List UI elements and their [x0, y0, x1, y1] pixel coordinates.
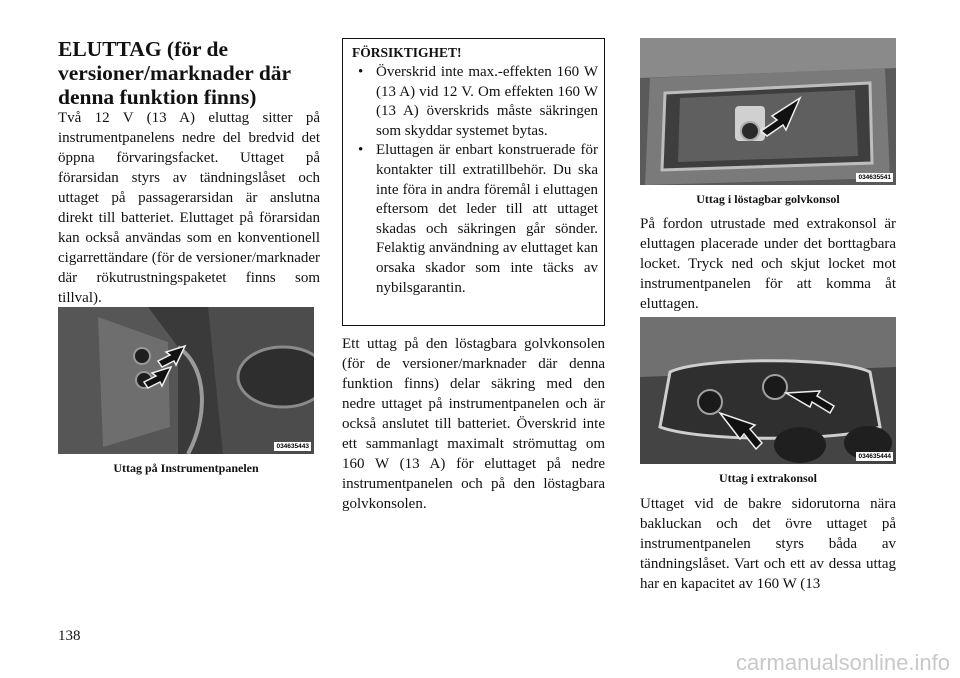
section-title: ELUTTAG (för de versioner/marknader där denna funktion finns): [58, 37, 291, 109]
floor-console-image: [640, 38, 896, 185]
caution-list: [352, 63, 598, 298]
intro-paragraph: Två 12 V (13 A) eluttag sitter på instrumentpanelens nedre del bredvid det öppna förvaringsfacket. Uttaget på förarsidan styrs av tändningslåset och uttaget på passagerarsidan är anslutna direkt till batteriet. Eluttaget på förarsidan kan också användas som en konventionell cigarrettändare (för de versioner/marknader där rökutrustningspaketet finns som tillval).: [58, 110, 320, 306]
figure-code: 034635443: [276, 443, 309, 450]
figure-caption: Uttag på Instrumentpanelen: [113, 461, 259, 475]
caution-item: • Eluttagen är enbart konstruerade för kontakter till extratillbehör. Du ska inte föra in andra föremål i eluttagen eftersom det leder till att uttaget skadas och säkringen går sönder. Felaktig användning av eluttaget kan orsaka skador som inte täcks av nybilsgarantin.: [358, 142, 598, 296]
figure-code: 034635541: [858, 174, 891, 181]
figure-code: 034635444: [858, 453, 891, 460]
figure-floor-console-outlet: [640, 38, 896, 185]
mid-paragraph: Ett uttag på den löstagbara golvkonsolen (för de versioner/marknader där denna funktion finns) delar säkring med den nedre uttaget på instrumentpanelen och är också anslutet till batteriet. Överskrid inte ett sammanlagt maximalt strömuttag om 160 W (13 A) för eluttaget på nedre instrumentpanelen och på den löstagbara golvkonsolen.: [342, 336, 605, 512]
caution-heading: FÖRSIKTIGHET!: [352, 45, 462, 60]
right-paragraph-2: Uttaget vid de bakre sidorutorna nära bakluckan och det övre uttaget på instrumentpanelen styrs båda av tändningslåset. Vart och ett av dessa uttag har en kapacitet av 160 W (13: [640, 496, 896, 592]
bullet-icon: •: [358, 142, 364, 159]
watermark: carmanualsonline.info: [735, 650, 950, 675]
right-paragraph-1: På fordon utrustade med extrakonsol är eluttagen placerade under det borttagbara locket. Tryck ned och skjut locket mot instrumentpanelen för att komma åt eluttagen.: [640, 216, 896, 312]
bullet-icon: •: [358, 64, 364, 80]
figure-caption: Uttag i löstagbar golvkonsol: [696, 192, 840, 206]
figure-caption: Uttag i extrakonsol: [719, 471, 817, 485]
figure-instrument-panel-outlets: [58, 307, 314, 454]
caution-box: [342, 38, 605, 326]
page-number: 138: [58, 628, 81, 644]
extra-console-image: [640, 317, 896, 464]
instrument-panel-image: [58, 307, 314, 454]
caution-item: • Överskrid inte max.-effekten 160 W (13 A) vid 12 V. Om effekten 160 W (13 A) överskrids måste säkringen som skyddar systemet bytas.: [358, 64, 598, 139]
figure-extra-console-outlets: [640, 317, 896, 464]
